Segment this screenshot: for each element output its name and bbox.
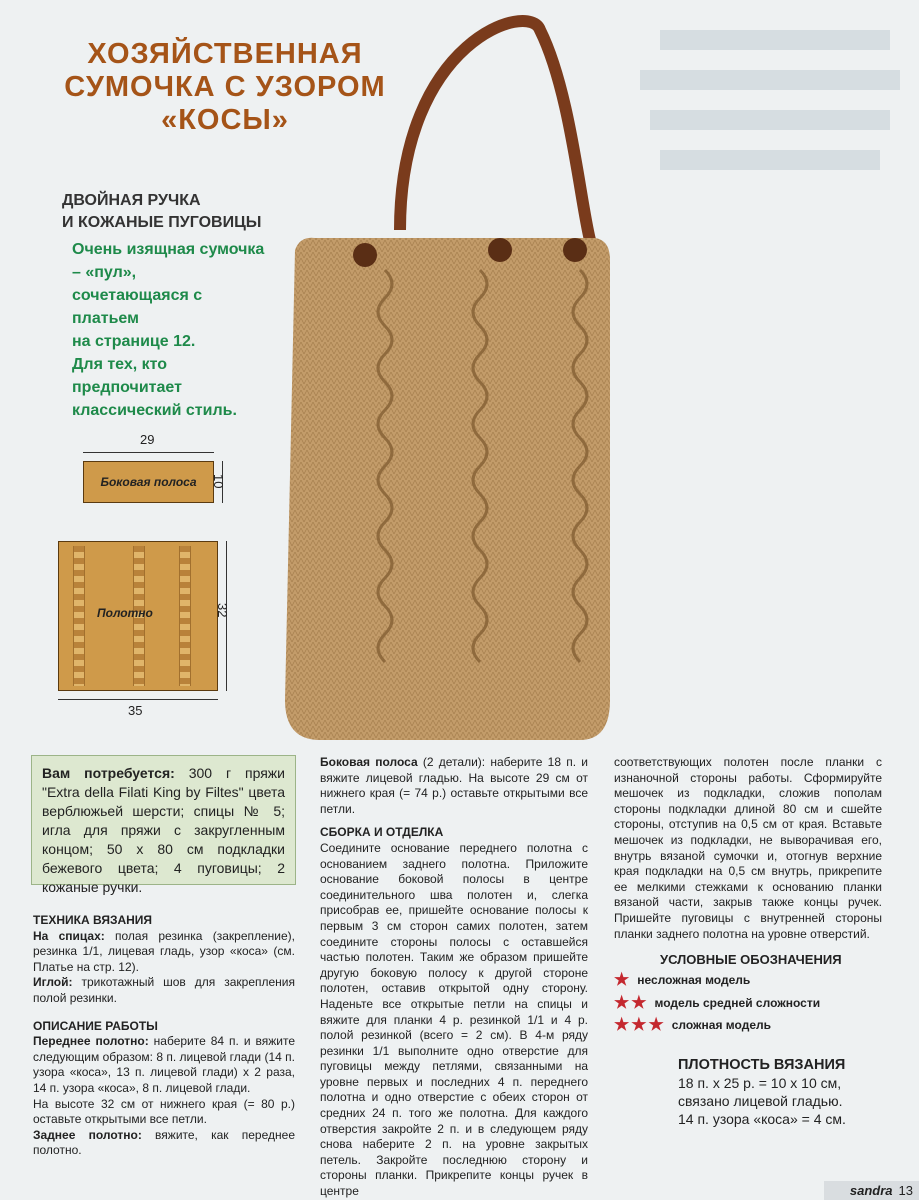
subheading (62, 190, 261, 234)
dimension-line (83, 452, 214, 453)
column-3 (614, 755, 882, 942)
lead-line: Очень изящная сумочка (72, 241, 265, 258)
subhead-line-2: И КОЖАНЫЕ ПУГОВИЦЫ (62, 214, 262, 231)
needle-paragraph (33, 975, 295, 1006)
legend-label: несложная модель (637, 973, 751, 987)
needles-text: полая резинка (закрепление), резинка 1/1, лицевая гладь, узор «коса» (см. Платье на стр. 12). (33, 928, 295, 974)
bleed-through-shapes (630, 20, 910, 170)
gauge-heading: ПЛОТНОСТЬ ВЯЗАНИЯ (678, 1057, 846, 1073)
panel-width-label: 35 (128, 703, 143, 718)
side-strip-text: (2 детали): наберите 18 п. и вяжите лицевой гладью. На высоте 29 см от нижнего края (= 74 р.) оставьте открытыми все петли. (320, 755, 588, 816)
front-paragraph-2: На высоте 32 см от нижнего края (= 80 р.) оставьте открытыми все петли. (33, 1096, 295, 1127)
gauge-block (678, 1056, 908, 1128)
lead-line: сочетающаяся с платьем (72, 287, 203, 327)
subhead-line-1: ДВОЙНАЯ РУЧКА (62, 192, 201, 209)
materials-text: 300 г пряжи "Extra della Filati King by Filtes" цвета верблюжьей шерсти; спицы № 5; игла для пряжи с закругленным концом; 50 х 80 см подкладки бежевого цвета; 4 пуговицы; 2 кожаные ручки. (42, 765, 285, 895)
title-line-3: «КОСЫ» (161, 104, 289, 136)
front-label: Переднее полотно: (33, 1034, 149, 1049)
materials-heading: Вам потребуется: (42, 765, 175, 781)
back-text: вяжите, как переднее полотно. (33, 1127, 295, 1158)
page-footer (824, 1181, 919, 1200)
finishing-text: соответствующих полотен после планки с изнаночной стороны работы. Сформируйте мешочек из подкладки, сложив пополам стороны подкладки длиной 80 см и сшейте стороны, отступив на 0,5 см от края. Вставьте мешочек из подкладки, не выворачивая его, внутрь вязаной сумочки и, отогнув верхние края подкладки на 0,5 см внутрь, прикрепите ее мелкими стежками к основанию планки вязаной части, закрыв также концы ручек. Пришейте пуговицы с внутренней стороны планки заднего полотна на уровне отверстий. (614, 755, 882, 941)
side-strip-piece (83, 461, 214, 503)
page-number: 13 (898, 1183, 913, 1198)
back-label: Заднее полотно: (33, 1127, 142, 1142)
gauge-line-1: 18 п. х 25 р. = 10 х 10 см, (678, 1075, 842, 1091)
lead-paragraph (72, 238, 272, 422)
column-1 (33, 908, 295, 1159)
dimension-line (58, 699, 218, 700)
legend-heading: УСЛОВНЫЕ ОБОЗНАЧЕНИЯ (660, 952, 842, 967)
lead-line: классический стиль. (72, 402, 237, 419)
lead-line: – «пул», (72, 264, 137, 281)
title-line-1: ХОЗЯЙСТВЕННАЯ (87, 38, 363, 70)
needles-paragraph (33, 929, 295, 976)
materials-box (31, 755, 296, 895)
legend-item (614, 993, 820, 1013)
front-paragraph (33, 1034, 295, 1096)
main-panel-piece (58, 541, 218, 691)
button-3 (563, 238, 587, 262)
panel-label: Полотно (97, 606, 153, 620)
magazine-brand: sandra (849, 1183, 893, 1198)
front-text: наберите 84 п. и вяжите следующим образом: 8 п. лицевой глади (14 п. узора «коса», 13 п. лицевой глади) х 2 раза, 14 п. узора «коса», 8 п. лицевой глади. (33, 1034, 295, 1095)
side-width-label: 29 (140, 432, 155, 447)
star-icon: ★★ (614, 993, 649, 1012)
side-height-label: 10 (211, 474, 226, 489)
lead-line: Для тех, кто (72, 356, 168, 373)
assembly-text: Соедините основание переднего полотна с основанием заднего полотна. Приложите основание боковой полосы в центре соединительного шва полотен и, слегка присобрав ее, пришейте основание полосы к первым 3 см сторон самих полотен, затем соедините стороны полосы с оставшейся частью полотен. Таким же образом пришейте другую боковую полосу к другой стороне полотен, оставив открытой одну сторону. Наденьте все открытые петли на спицы и вяжите для планки 4 р. резинкой 1/1 и 4 р. полой резинкой (всего = 2 см). В 4-м ряду резинки 1/1 выполните одно отверстие для пуговицы между петлями, связанными на уровне первых и последних 4 п. переднего полотна и одно отверстие с обеих сторон от средних 24 п. того же полотна. Для каждого отверстия закройте 2 п. и в следующем ряду снова наберите 2 п. на уровне закрытых петель. Закройте последнюю сторону и стороны планки. Прикрепите концы ручек в центре (320, 840, 588, 1199)
gauge-line-2: связано лицевой гладью. (678, 1093, 843, 1109)
back-paragraph (33, 1128, 295, 1159)
side-strip-label: Боковая полоса (100, 475, 197, 489)
bag-photo (280, 0, 610, 750)
bag-body (285, 238, 610, 740)
title-line-2: СУМОЧКА С УЗОРОМ (64, 71, 386, 103)
cable-stripe (179, 546, 191, 686)
lead-line: предпочитает (72, 379, 182, 396)
button-1 (353, 243, 377, 267)
technique-heading: ТЕХНИКА ВЯЗАНИЯ (33, 913, 153, 927)
panel-height-label: 32 (215, 603, 230, 618)
cable-stripe (73, 546, 85, 686)
side-strip-label: Боковая полоса (320, 755, 418, 769)
difficulty-legend (660, 952, 910, 967)
needles-label: На спицах: (33, 928, 105, 943)
legend-label: сложная модель (671, 1018, 771, 1032)
legend-item (614, 970, 750, 990)
needle-text: трикотажный шов для закрепления полой резинки. (33, 975, 295, 1005)
star-icon: ★★★ (614, 1015, 666, 1034)
legend-label: модель средней сложности (654, 996, 821, 1010)
handle (400, 21, 590, 240)
needle-label: Иглой: (33, 975, 73, 990)
legend-item (614, 1015, 771, 1035)
gauge-line-3: 14 п. узора «коса» = 4 см. (678, 1111, 846, 1127)
star-icon: ★ (614, 970, 632, 989)
button-2 (488, 238, 512, 262)
assembly-heading: СБОРКА И ОТДЕЛКА (320, 825, 444, 840)
description-heading: ОПИСАНИЕ РАБОТЫ (33, 1018, 158, 1033)
column-2 (320, 755, 588, 1200)
side-strip-paragraph (320, 755, 588, 817)
lead-line: на странице 12. (72, 333, 196, 350)
